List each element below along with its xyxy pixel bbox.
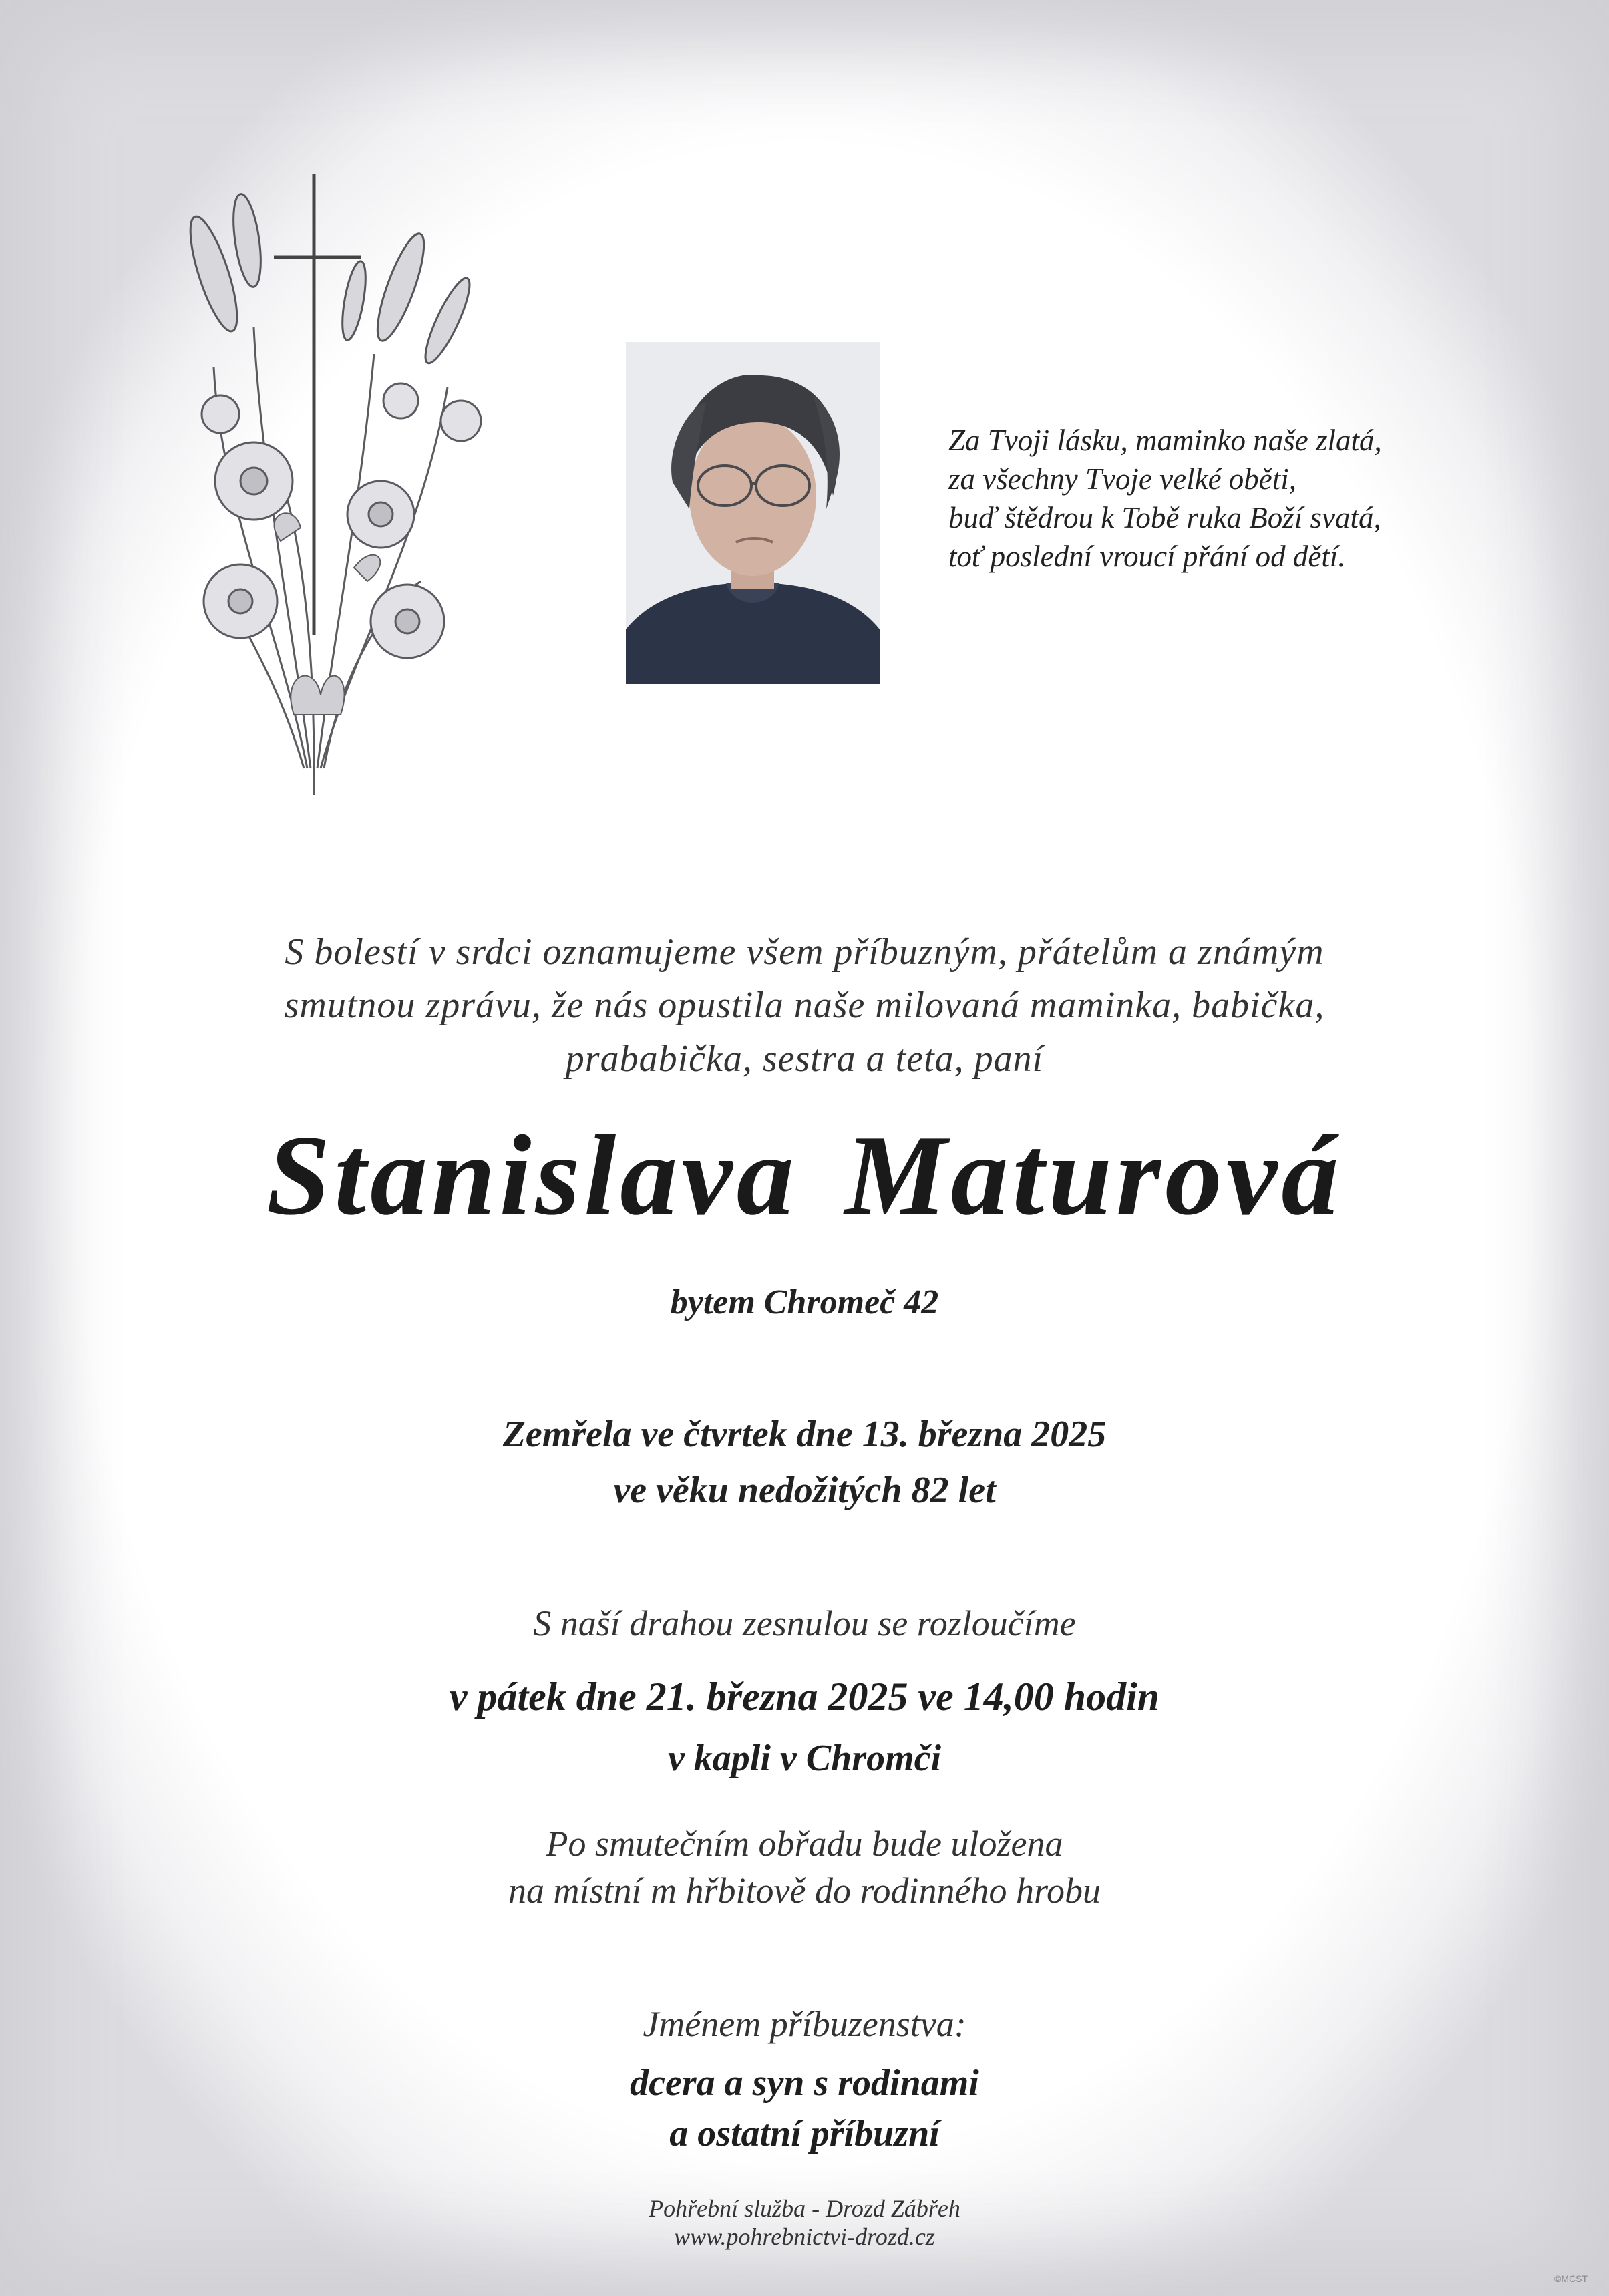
footer-website: www.pohrebnictvi-drozd.cz [674, 2223, 935, 2250]
farewell-place: v kapli v Chromči [667, 1738, 942, 1779]
footer-company: Pohřební služba - Drozd Zábřeh [649, 2195, 960, 2222]
burial-line: na místní m hřbitově do rodinného hrobu [508, 1870, 1101, 1911]
cross-and-flowers-icon [180, 167, 501, 828]
funeral-service-footer [0, 2194, 1609, 2251]
farewell-intro: S naší drahou zesnulou se rozloučíme [533, 1603, 1076, 1643]
farewell-datetime: v pátek dne 21. března 2025 ve 14,00 hodin [449, 1675, 1160, 1719]
family-line: dcera a syn s rodinami [630, 2062, 979, 2104]
announcement-line: smutnou zprávu, že nás opustila naše milovaná maminka, babička, [284, 985, 1325, 1026]
poem-line: toť poslední vroucí přání od dětí. [948, 540, 1346, 573]
announcement-text [0, 925, 1609, 1086]
poem-line: za všechny Tvoje velké oběti, [948, 462, 1297, 496]
portrait-photo [626, 342, 880, 684]
death-details [0, 1406, 1609, 1518]
deceased-first-name: Stanislava [266, 1112, 798, 1239]
death-line: ve věku nedožitých 82 let [613, 1470, 996, 1511]
watermark: ©MCST [1554, 2273, 1588, 2284]
poem-line: Za Tvoji lásku, maminko naše zlatá, [948, 424, 1382, 457]
deceased-name [0, 1109, 1609, 1243]
announcement-line: S bolestí v srdci oznamujeme všem příbuzným, přátelům a známým [285, 931, 1324, 973]
deceased-residence: bytem Chromeč 42 [670, 1283, 939, 1321]
family-line: a ostatní příbuzní [669, 2113, 940, 2154]
announcement-line: prababička, sestra a teta, paní [565, 1038, 1044, 1080]
memorial-poem [948, 421, 1550, 576]
death-line: Zemřela ve čtvrtek dne 13. března 2025 [502, 1414, 1107, 1455]
burial-line: Po smutečním obřadu bude uložena [546, 1824, 1063, 1864]
deceased-last-name: Maturová [844, 1112, 1343, 1239]
burial-details [0, 1820, 1609, 1914]
signoff-label: Jménem příbuzenstva: [643, 2004, 966, 2044]
poem-line: buď štědrou k Tobě ruka Boží svatá, [948, 501, 1381, 534]
family-signoff [0, 2058, 1609, 2159]
